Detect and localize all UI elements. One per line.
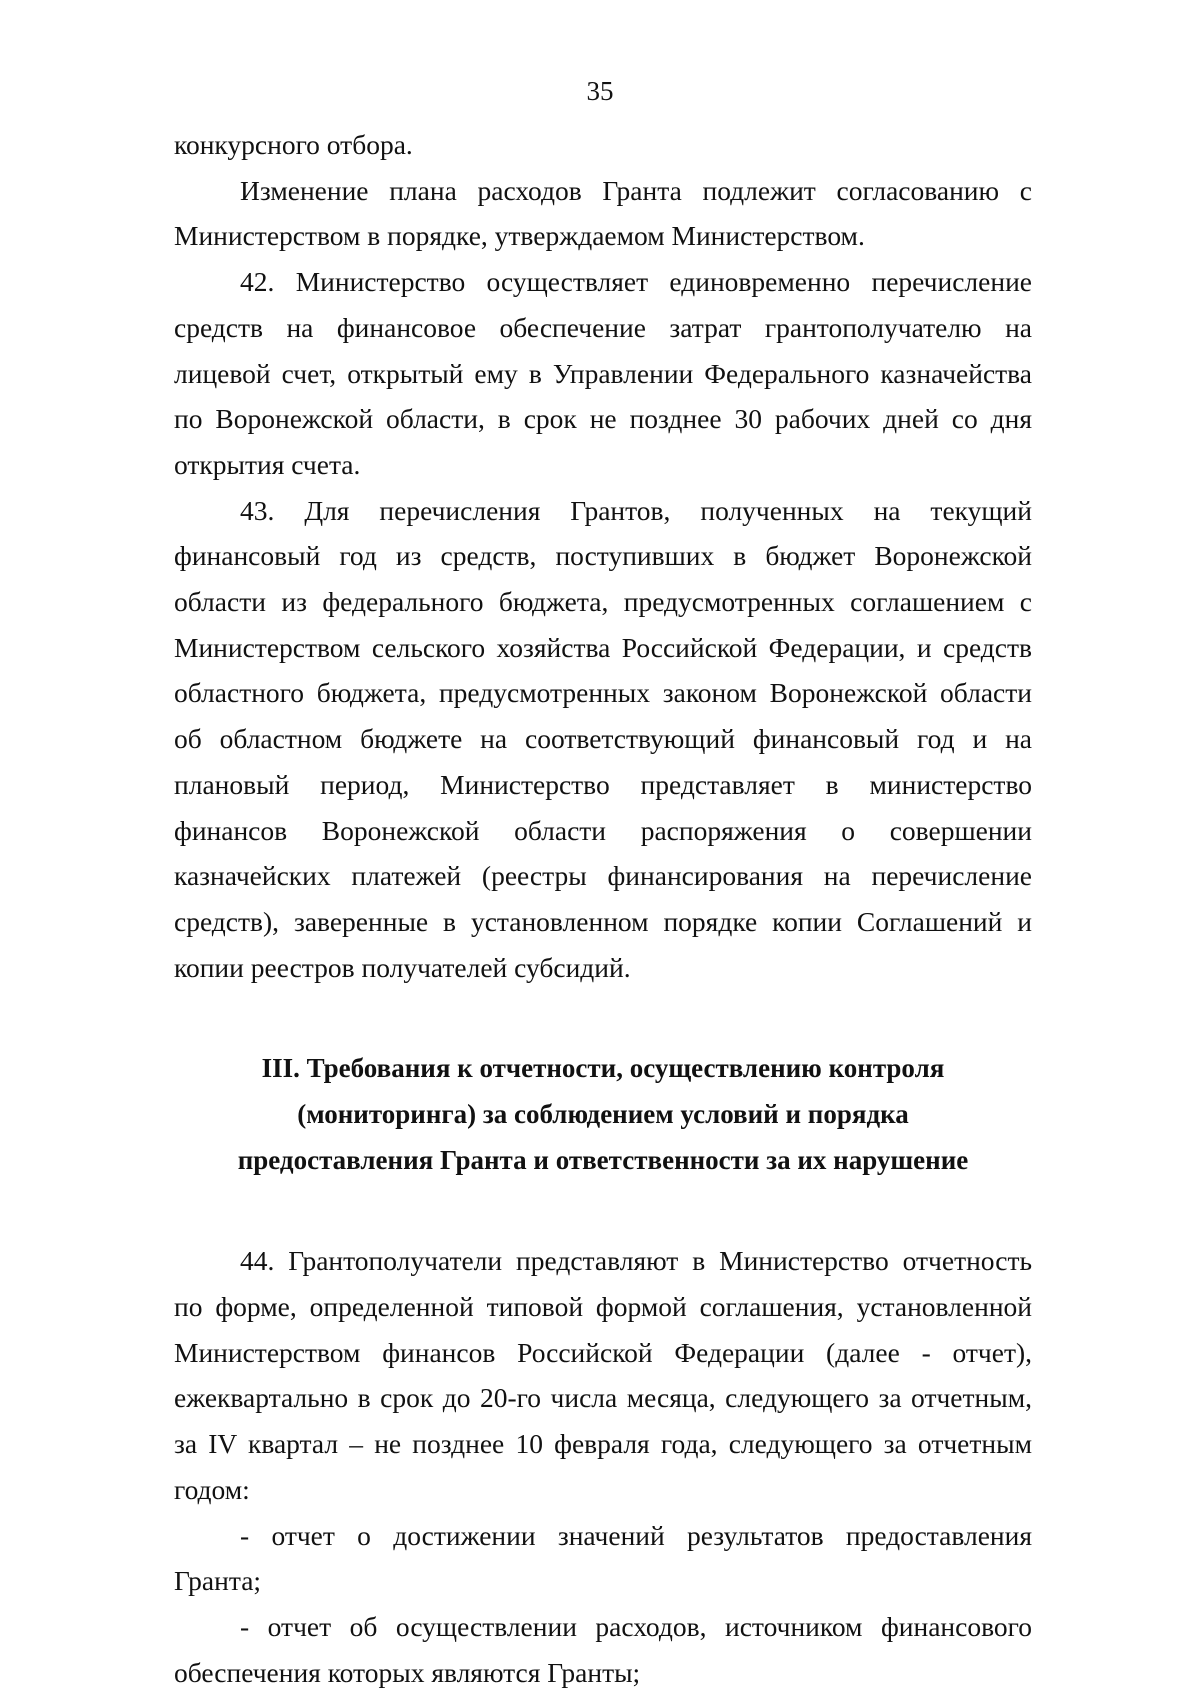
section-heading-line: III. Требования к отчетности, осуществлению контроля — [261, 1053, 945, 1084]
list-item-report-expenses: - отчет об осуществлении расходов, источником финансового обеспечения которых являются Гранты; — [174, 1610, 1032, 1688]
paragraph-plan-change: Изменение плана расходов Гранта подлежит согласованию с Министерством в порядке, утверждаемом Министерством. — [174, 174, 1032, 252]
paragraph-item-43: 43. Для перечисления Грантов, полученных на текущий финансовый год из средств, поступивших в бюджет Воронежской области из федерального бюджета, предусмотренных соглашением с Министерством сельского хозяйства Российской Федерации, и средств областного бюджета, предусмотренных законом Воронежской области об областном бюджете на соответствующий финансовый год и на плановый период, Министерство представляет в министерство финансов Воронежской области распоряжения о совершении казначейских платежей (реестры финансирования на перечисление средств), заверенные в установленном порядке копии Соглашений и копии реестров получателей субсидий. — [174, 494, 1032, 983]
section-heading-line: предоставления Гранта и ответственности за их нарушение — [237, 1145, 969, 1176]
page-number: 35 — [586, 76, 614, 106]
paragraph-item-44: 44. Грантополучатели представляют в Министерство отчетность по форме, определенной типовой формой соглашения, установленной Министерством финансов Российской Федерации (далее - отчет), ежеквартально в срок до 20-го числа месяца, следующего за отчетным, за IV квартал – не позднее 10 февраля года, следующего за отчетным годом: — [174, 1245, 1032, 1505]
document-body — [174, 122, 1032, 1695]
paragraph-item-42: 42. Министерство осуществляет единовременно перечисление средств на финансовое обеспечение затрат грантополучателю на лицевой счет, открытый ему в Управлении Федерального казначейства по Воронежской области, в срок не позднее 30 рабочих дней со дня открытия счета. — [174, 266, 1032, 480]
section-heading — [174, 1045, 1032, 1183]
paragraph-continuation: конкурсного отбора. — [174, 129, 413, 160]
list-item-report-results: - отчет о достижении значений результатов предоставления Гранта; — [174, 1519, 1032, 1597]
section-heading-line: (мониторинга) за соблюдением условий и порядка — [297, 1099, 909, 1130]
